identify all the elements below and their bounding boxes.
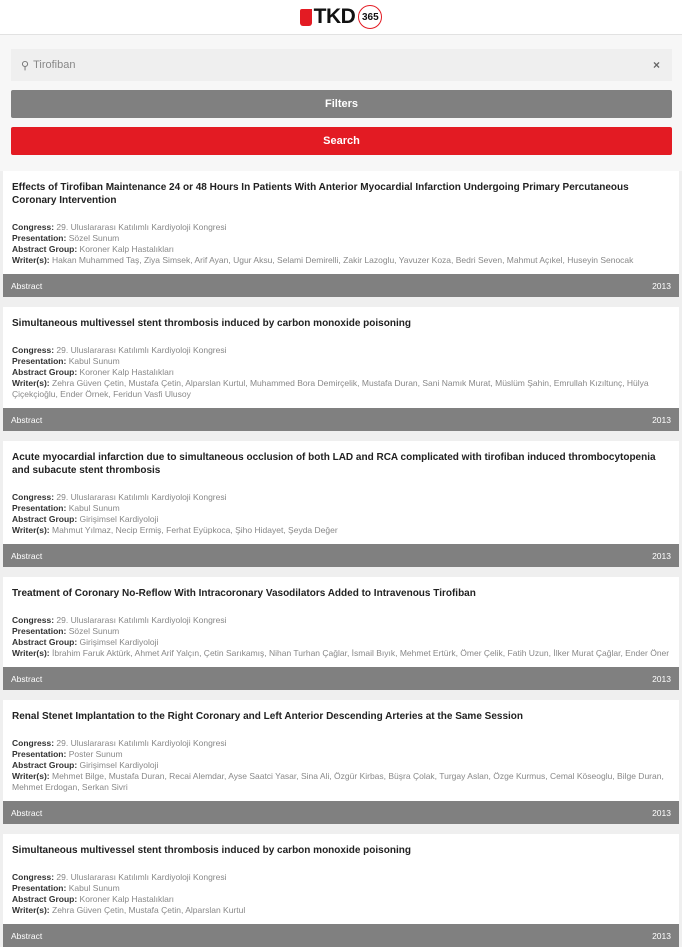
writers-label: Writer(s): <box>12 525 50 535</box>
congress-value: 29. Uluslararası Katılımlı Kardiyoloji Kongresi <box>56 345 227 355</box>
writers-row <box>12 255 670 266</box>
result-type: Abstract <box>11 280 43 291</box>
congress-row <box>12 222 670 233</box>
presentation-value: Kabul Sunum <box>68 503 120 513</box>
group-label: Abstract Group: <box>12 367 78 377</box>
presentation-label: Presentation: <box>12 883 67 893</box>
search-button[interactable]: Search <box>11 127 672 155</box>
clear-icon[interactable]: × <box>652 58 660 72</box>
result-year: 2013 <box>652 930 671 941</box>
result-card[interactable] <box>3 307 679 431</box>
congress-row <box>12 615 670 626</box>
group-value: Koroner Kalp Hastalıkları <box>79 894 175 904</box>
presentation-value: Kabul Sunum <box>68 883 120 893</box>
group-label: Abstract Group: <box>12 760 78 770</box>
writers-value: Zehra Güven Çetin, Mustafa Çetin, Alparslan Kurtul <box>52 905 246 915</box>
result-year: 2013 <box>652 280 671 291</box>
group-row <box>12 760 670 771</box>
group-label: Abstract Group: <box>12 244 78 254</box>
presentation-value: Sözel Sunum <box>68 626 120 636</box>
result-type: Abstract <box>11 673 43 684</box>
result-type: Abstract <box>11 550 43 561</box>
group-label: Abstract Group: <box>12 894 78 904</box>
result-year: 2013 <box>652 807 671 818</box>
result-title[interactable]: Simultaneous multivessel stent thrombosis induced by carbon monoxide poisoning <box>12 845 411 856</box>
writers-row <box>12 378 670 400</box>
congress-label: Congress: <box>12 222 55 232</box>
writers-value: Hakan Muhammed Taş, Ziya Simsek, Arif Ayan, Ugur Aksu, Selami Demirelli, Zakir Lazoglu, Yavuzer Koza, Bedri Seven, Mahmut Açıkel, Huseyin Senocak <box>52 255 634 265</box>
logo-text: TKD <box>313 5 356 28</box>
presentation-label: Presentation: <box>12 503 67 513</box>
result-type: Abstract <box>11 930 43 941</box>
congress-value: 29. Uluslararası Katılımlı Kardiyoloji Kongresi <box>56 872 227 882</box>
result-footer[interactable] <box>3 544 679 567</box>
presentation-value: Poster Sunum <box>68 749 123 759</box>
result-footer[interactable] <box>3 274 679 297</box>
presentation-value: Kabul Sunum <box>68 356 120 366</box>
result-card[interactable] <box>3 834 679 947</box>
app-header <box>0 0 682 35</box>
congress-row <box>12 345 670 356</box>
group-row <box>12 514 670 525</box>
group-row <box>12 367 670 378</box>
logo-badge: 365 <box>358 5 382 29</box>
results-list <box>0 171 682 947</box>
result-footer[interactable] <box>3 924 679 947</box>
result-title[interactable]: Treatment of Coronary No-Reflow With Intracoronary Vasodilators Added to Intravenous Tirofiban <box>12 588 476 599</box>
result-card[interactable] <box>3 171 679 297</box>
result-type: Abstract <box>11 807 43 818</box>
congress-label: Congress: <box>12 345 55 355</box>
result-footer[interactable] <box>3 801 679 824</box>
presentation-row <box>12 883 670 894</box>
group-label: Abstract Group: <box>12 637 78 647</box>
presentation-row <box>12 503 670 514</box>
presentation-label: Presentation: <box>12 233 67 243</box>
presentation-row <box>12 233 670 244</box>
tkd365-logo <box>300 5 383 29</box>
group-value: Koroner Kalp Hastalıkları <box>79 367 175 377</box>
group-value: Koroner Kalp Hastalıkları <box>79 244 175 254</box>
logo-mark-icon <box>300 9 312 26</box>
filters-button[interactable]: Filters <box>11 90 672 118</box>
group-row <box>12 637 670 648</box>
congress-label: Congress: <box>12 738 55 748</box>
search-input[interactable] <box>11 49 672 81</box>
result-footer[interactable] <box>3 408 679 431</box>
presentation-row <box>12 356 670 367</box>
search-value[interactable]: Tirofiban <box>33 59 76 71</box>
group-value: Girişimsel Kardiyoloji <box>79 760 159 770</box>
congress-row <box>12 872 670 883</box>
congress-label: Congress: <box>12 615 55 625</box>
result-type: Abstract <box>11 414 43 425</box>
result-year: 2013 <box>652 550 671 561</box>
group-value: Girişimsel Kardiyoloji <box>79 514 159 524</box>
presentation-label: Presentation: <box>12 626 67 636</box>
writers-value: İbrahim Faruk Aktürk, Ahmet Arif Yalçın, Çetin Sarıkamış, Nihan Turhan Çağlar, İsmail Bıyık, Mehmet Ertürk, Ömer Çelik, Fatih Uzun, İlker Murat Çağlar, Ender Öner <box>52 648 670 658</box>
congress-value: 29. Uluslararası Katılımlı Kardiyoloji Kongresi <box>56 492 227 502</box>
writers-label: Writer(s): <box>12 648 50 658</box>
writers-value: Mahmut Yılmaz, Necip Ermiş, Ferhat Eyüpkoca, Şiho Hidayet, Şeyda Değer <box>52 525 338 535</box>
congress-row <box>12 738 670 749</box>
congress-row <box>12 492 670 503</box>
writers-value: Zehra Güven Çetin, Mustafa Çetin, Alparslan Kurtul, Muhammed Bora Demirçelik, Mustafa Duran, Sani Namık Murat, Müslüm Şahin, Emrullah Kızıltunç, Hülya Çiçekçioğlu, Ender Örnek, Feridun Vasfi Ulusoy <box>12 378 649 399</box>
group-label: Abstract Group: <box>12 514 78 524</box>
writers-row <box>12 525 670 536</box>
result-title[interactable]: Simultaneous multivessel stent thrombosis induced by carbon monoxide poisoning <box>12 318 411 329</box>
congress-value: 29. Uluslararası Katılımlı Kardiyoloji Kongresi <box>56 615 227 625</box>
writers-label: Writer(s): <box>12 905 50 915</box>
result-title[interactable]: Renal Stenet Implantation to the Right Coronary and Left Anterior Descending Arteries at the Same Session <box>12 711 524 722</box>
result-card[interactable] <box>3 577 679 690</box>
result-card[interactable] <box>3 441 679 567</box>
search-icon: ⚲ <box>21 59 30 72</box>
presentation-value: Sözel Sunum <box>68 233 120 243</box>
writers-label: Writer(s): <box>12 771 50 781</box>
writers-row <box>12 905 670 916</box>
result-footer[interactable] <box>3 667 679 690</box>
presentation-label: Presentation: <box>12 749 67 759</box>
group-value: Girişimsel Kardiyoloji <box>79 637 159 647</box>
presentation-row <box>12 749 670 760</box>
result-card[interactable] <box>3 700 679 824</box>
presentation-row <box>12 626 670 637</box>
result-year: 2013 <box>652 414 671 425</box>
result-title[interactable]: Acute myocardial infarction due to simultaneous occlusion of both LAD and RCA complicated with tirofiban induced thrombocytopenia and subacute stent thrombosis <box>12 452 656 476</box>
result-title[interactable]: Effects of Tirofiban Maintenance 24 or 48 Hours In Patients With Anterior Myocardial Infarction Undergoing Primary Percutaneous Coronary Intervention <box>12 182 629 206</box>
congress-value: 29. Uluslararası Katılımlı Kardiyoloji Kongresi <box>56 222 227 232</box>
writers-label: Writer(s): <box>12 255 50 265</box>
presentation-label: Presentation: <box>12 356 67 366</box>
writers-row <box>12 648 670 659</box>
congress-value: 29. Uluslararası Katılımlı Kardiyoloji Kongresi <box>56 738 227 748</box>
writers-label: Writer(s): <box>12 378 50 388</box>
writers-value: Mehmet Bilge, Mustafa Duran, Recai Alemdar, Ayse Saatci Yasar, Sina Ali, Özgür Kirbas, Büşra Çolak, Turgay Aslan, Özge Kurmus, Cemal Köseoglu, Bilge Duran, Mehmet Erdogan, Serkan Sivri <box>12 771 664 792</box>
congress-label: Congress: <box>12 872 55 882</box>
writers-row <box>12 771 670 793</box>
result-year: 2013 <box>652 673 671 684</box>
group-row <box>12 244 670 255</box>
congress-label: Congress: <box>12 492 55 502</box>
